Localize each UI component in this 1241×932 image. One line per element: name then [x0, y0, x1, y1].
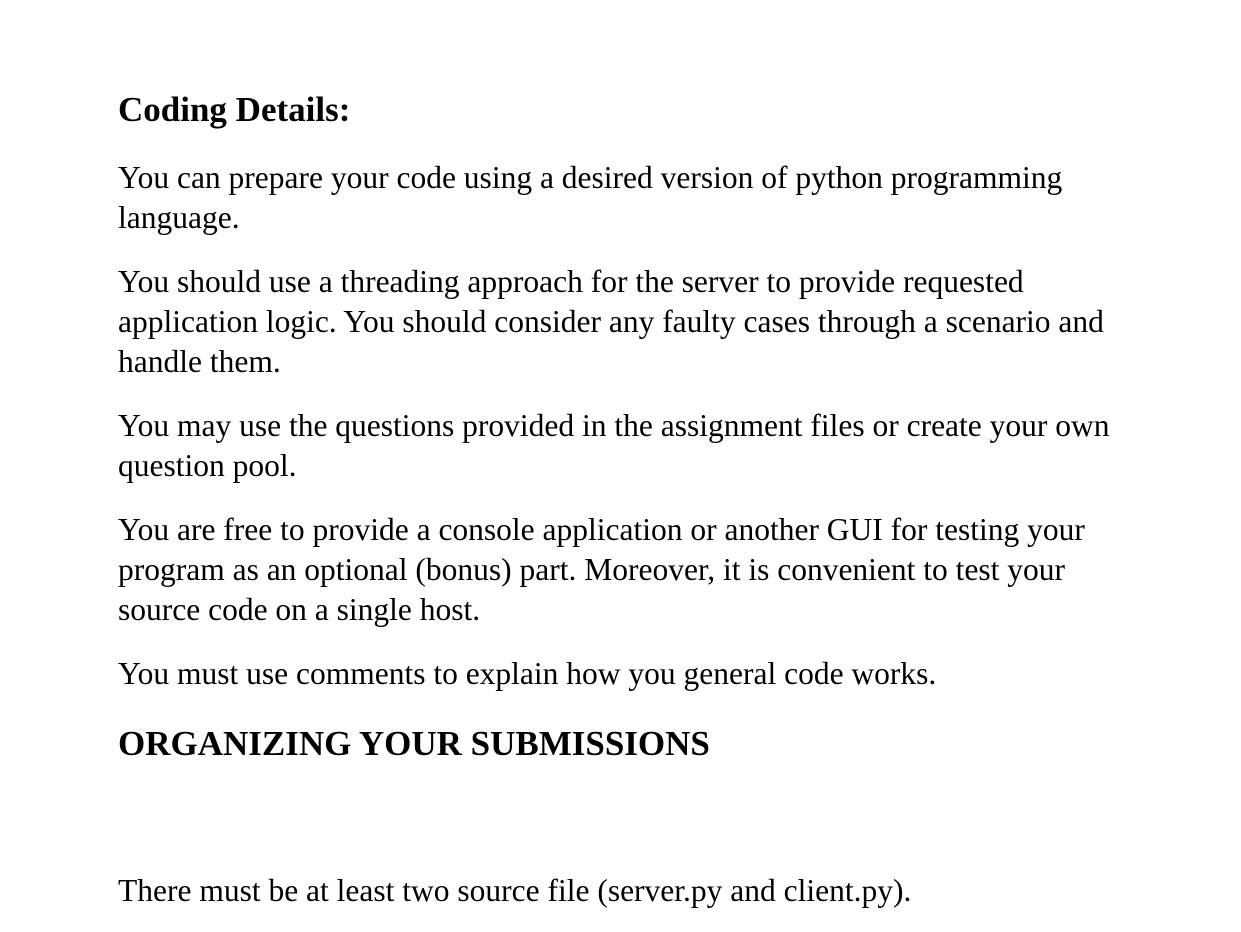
paragraph-question-pool: You may use the questions provided in the assignment files or create your own question pool.: [118, 408, 1110, 483]
document-page: [118, 0, 1128, 932]
paragraph-console-gui: You are free to provide a console application or another GUI for testing your program as an optional (bonus) part. Moreover, it is convenient to test your source code on a single host.: [118, 512, 1085, 627]
paragraph-comments: You must use comments to explain how you general code works.: [118, 656, 937, 691]
coding-details-heading: Coding Details:: [118, 90, 351, 129]
organizing-submissions-heading: ORGANIZING YOUR SUBMISSIONS: [118, 724, 710, 763]
paragraph-python-version: You can prepare your code using a desired version of python programming language.: [118, 160, 1063, 235]
paragraph-source-files: There must be at least two source file (server.py and client.py).: [118, 873, 912, 908]
paragraph-threading: You should use a threading approach for the server to provide requested application logic. You should consider any faulty cases through a scenario and handle them.: [118, 264, 1104, 379]
